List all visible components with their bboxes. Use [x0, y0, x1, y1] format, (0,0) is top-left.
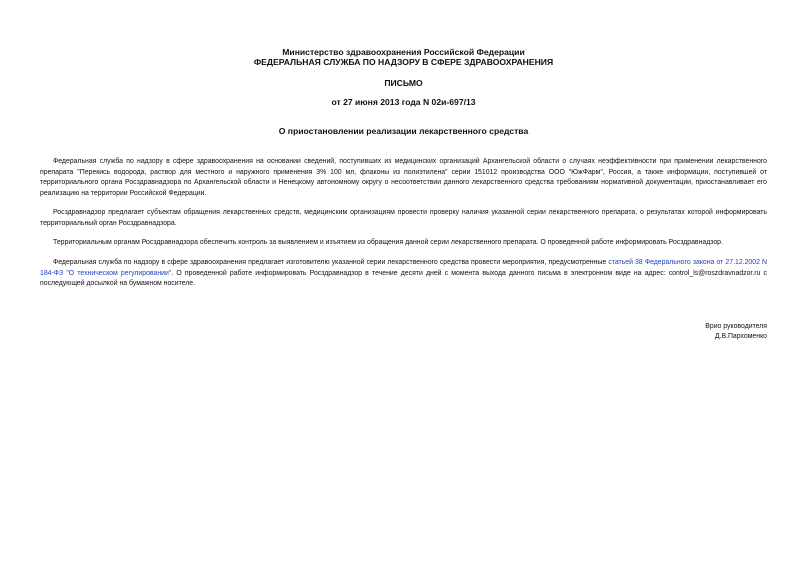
paragraph-4: [40, 258, 767, 290]
signatory-title: Врио руководителя: [705, 323, 767, 330]
paragraph-3: Территориальным органам Росздравнадзора обеспечить контроль за выявлением и изъятием из обращения данной серии лекарственного препарата. О проведенной работе информировать Росздравнадзор.: [53, 239, 723, 246]
law-article-link[interactable]: статьей 38 Федерального закона от 27.12.2002 N 184-ФЗ "О техническом регулировании": [40, 259, 768, 277]
document-subject: О приостановлении реализации лекарственного средства: [278, 126, 529, 136]
paragraph-1: Федеральная служба по надзору в сфере здравоохранения на основании сведений, поступивших из медицинских организаций Архангельской области о случаях неэффективности при применении лекарственного препарата "Перекись водорода, раствор для местного и наружного применения 3% 100 мл, флаконы из полиэтилена" серии 151012 производства ООО "ЮжФарм", Россия, а также информации, поступившей от территориального органа Росздравнадзора по Архангельской области и Ненецкому автономному округу о несоответствии данного лекарственного средства требованиям нормативной документации, приостанавливает его реализацию на территории Российской Федерации.: [40, 158, 767, 197]
service-name: ФЕДЕРАЛЬНАЯ СЛУЖБА ПО НАДЗОРУ В СФЕРЕ ЗДРАВООХРАНЕНИЯ: [253, 57, 554, 67]
signatory-name: Д.В.Пархоменко: [714, 333, 767, 340]
paragraph-4-text-after: . О проведенной работе информировать Росздравнадзор в течение десяти дней с момента выхода данного письма в электронном виде на адрес: control_ls@roszdravnadzor.ru с последующей досылкой на бумажном носителе.: [40, 269, 767, 287]
paragraph-4-text-before: Федеральная служба по надзору в сфере здравоохранения предлагает изготовителю указанной серии лекарственного средства провести мероприятия, предусмотренные: [53, 259, 609, 266]
document-date-number: от 27 июня 2013 года N 02и-697/13: [331, 97, 476, 107]
ministry-name: Министерство здравоохранения Российской Федерации: [282, 47, 525, 57]
document-type: ПИСЬМО: [384, 78, 423, 88]
paragraph-2: Росздравнадзор предлагает субъектам обращения лекарственных средств, медицинским организациям провести проверку наличия указанной серии лекарственного препарата, о результатах которой информировать территориальный орган Росздравнадзора.: [40, 209, 767, 227]
